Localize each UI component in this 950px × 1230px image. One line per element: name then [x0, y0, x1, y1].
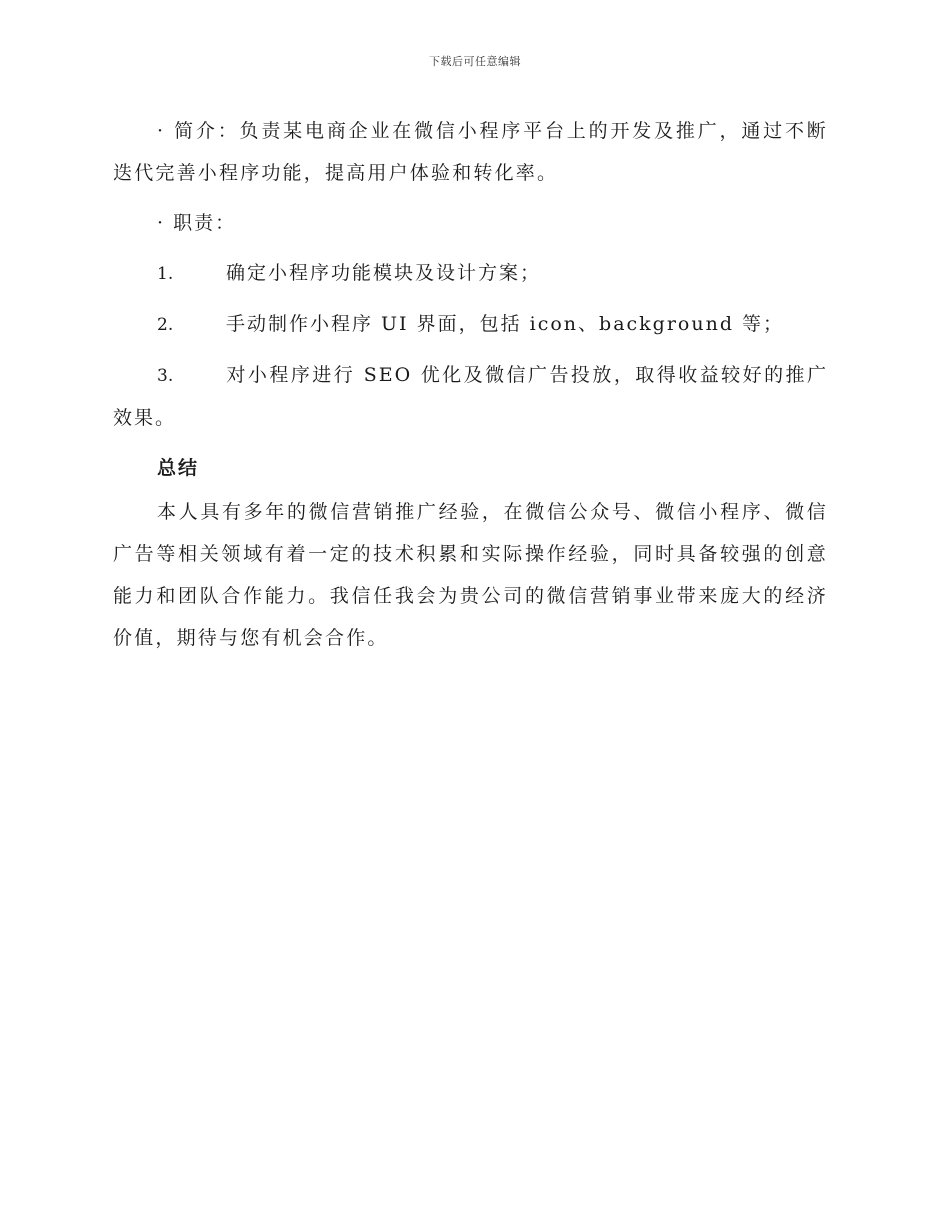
- duty-item-number: 1.: [157, 264, 174, 284]
- duty-item-number: 2.: [157, 315, 174, 335]
- duty-item-1: [113, 252, 828, 295]
- document-body: [113, 110, 828, 667]
- duty-item-text: 对小程序进行 SEO 优化及微信广告投放，取得收益较好的推广效果。: [113, 364, 828, 429]
- duty-item-number: 3.: [157, 366, 174, 386]
- duty-item-3: [113, 354, 828, 439]
- intro-paragraph: · 简介：负责某电商企业在微信小程序平台上的开发及推广，通过不断迭代完善小程序功能，提高用户体验和转化率。: [113, 120, 828, 184]
- summary-heading: 总结: [157, 457, 200, 479]
- duties-label: · 职责：: [157, 212, 237, 234]
- duty-item-text: 手动制作小程序 UI 界面，包括 icon、background 等；: [226, 313, 785, 335]
- duty-item-text: 确定小程序功能模块及设计方案；: [226, 262, 542, 284]
- duty-item-2: [113, 303, 828, 346]
- header-note: 下载后可任意编辑: [429, 55, 521, 68]
- summary-paragraph: 本人具有多年的微信营销推广经验，在微信公众号、微信小程序、微信广告等相关领域有着一定的技术积累和实际操作经验，同时具备较强的创意能力和团队合作能力。我信任我会为贵公司的微信营销事业带来庞大的经济价值，期待与您有机会合作。: [113, 501, 828, 649]
